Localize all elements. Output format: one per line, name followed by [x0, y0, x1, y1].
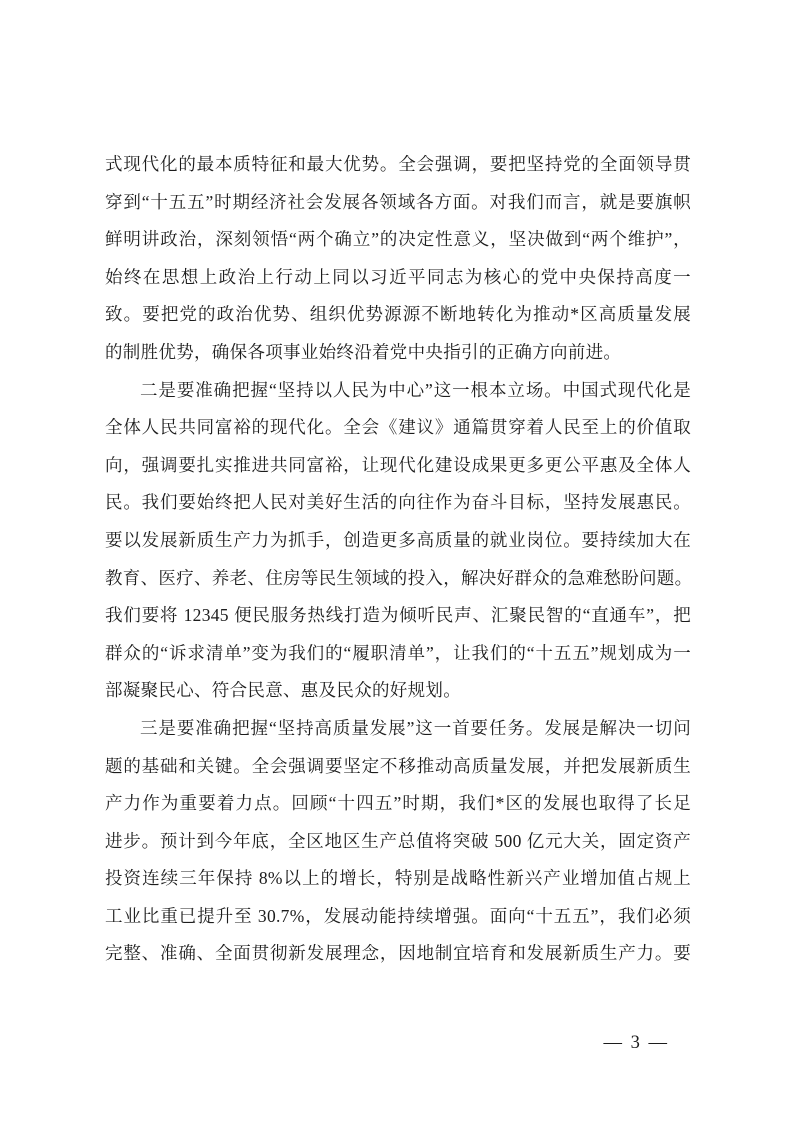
- text-line: 全体人民共同富裕的现代化。全会《建议》通篇贯穿着人民至上的价值取: [105, 417, 691, 438]
- text-line: 向，强调要扎实推进共同富裕，让现代化建设成果更多更公平惠及全体人: [105, 454, 691, 475]
- text-line: 式现代化的最本质特征和最大优势。全会强调，要把坚持党的全面领导贯: [105, 154, 691, 174]
- text-line: 我们要将 12345 便民服务热线打造为倾听民声、汇聚民智的“直通车”，把: [105, 605, 691, 626]
- text-line: 工业比重已提升至 30.7%，发展动能持续增强。面向“十五五”，我们必须: [105, 905, 691, 926]
- text-line: 鲜明讲政治，深刻领悟“两个确立”的决定性意义，坚决做到“两个维护”，: [105, 229, 691, 250]
- paragraph-1: [105, 146, 691, 372]
- text-line: 完整、准确、全面贯彻新发展理念，因地制宜培育和发展新质生产力。要: [105, 943, 691, 964]
- text-line: 题的基础和关键。全会强调要坚定不移推动高质量发展，并把发展新质生: [105, 755, 691, 776]
- text-line: 部凝聚民心、符合民意、惠及民众的好规划。: [105, 680, 461, 701]
- text-line: 教育、医疗、养老、住房等民生领域的投入，解决好群众的急难愁盼问题。: [105, 567, 693, 588]
- document-body: [105, 146, 691, 973]
- paragraph-2: [105, 372, 691, 710]
- page-number: — 3 —: [603, 1033, 669, 1053]
- text-line: 要以发展新质生产力为抓手，创造更多高质量的就业岗位。要持续加大在: [105, 529, 691, 550]
- text-line: 进步。预计到今年底，全区地区生产总值将突破 500 亿元大关，固定资产: [105, 830, 691, 851]
- text-line: 穿到“十五五”时期经济社会发展各领域各方面。对我们而言，就是要旗帜: [105, 191, 691, 212]
- text-line: 投资连续三年保持 8%以上的增长，特别是战略性新兴产业增加值占规上: [105, 868, 691, 889]
- text-line: 致。要把党的政治优势、组织优势源源不断地转化为推动*区高质量发展: [105, 304, 691, 325]
- text-line: 民。我们要始终把人民对美好生活的向往作为奋斗目标，坚持发展惠民。: [105, 492, 691, 513]
- text-line: 始终在思想上政治上行动上同以习近平同志为核心的党中央保持高度一: [105, 266, 691, 287]
- paragraph-3: [105, 710, 691, 973]
- text-line: 的制胜优势，确保各项事业始终沿着党中央指引的正确方向前进。: [105, 341, 622, 362]
- text-line: 群众的“诉求清单”变为我们的“履职清单”，让我们的“十五五”规划成为一: [105, 642, 691, 663]
- text-line: 三是要准确把握“坚持高质量发展”这一首要任务。发展是解决一切问: [140, 717, 691, 738]
- text-line: 产力作为重要着力点。回顾“十四五”时期，我们*区的发展也取得了长足: [105, 793, 691, 814]
- text-line: 二是要准确把握“坚持以人民为中心”这一根本立场。中国式现代化是: [140, 379, 691, 400]
